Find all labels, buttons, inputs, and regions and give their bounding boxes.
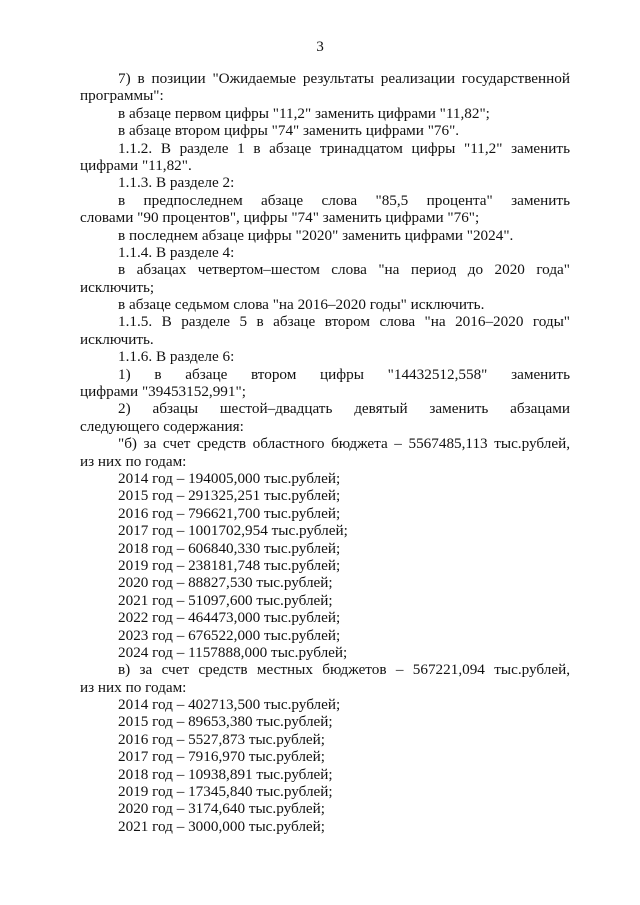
text-line: 2017 год – 7916,970 тыс.рублей;	[118, 748, 326, 766]
text-line: из них по годам:	[80, 678, 187, 696]
text-line: 2015 год – 89653,380 тыс.рублей;	[118, 713, 333, 731]
text-line: 1.1.5. В разделе 5 в абзаце втором слова "на 2016–2020 годы"	[118, 313, 570, 331]
text-line: из них по годам:	[80, 452, 187, 470]
text-line: 7) в позиции "Ожидаемые результаты реализации государственной	[118, 70, 570, 87]
text-line: 2023 год – 676522,000 тыс.рублей;	[118, 626, 341, 644]
text-line: 1.1.2. В разделе 1 в абзаце тринадцатом цифры "11,2" заменить	[118, 139, 570, 157]
text-line: в последнем абзаце цифры "2020" заменить цифрами "2024".	[118, 226, 514, 244]
text-line: 1.1.4. В разделе 4:	[118, 243, 235, 261]
text-line: 2014 год – 194005,000 тыс.рублей;	[118, 469, 341, 487]
text-line: 2022 год – 464473,000 тыс.рублей;	[118, 609, 341, 627]
text-line: в абзацах четвертом–шестом слова "на период до 2020 года"	[118, 261, 570, 279]
text-line: цифрами "39453152,991";	[80, 383, 246, 401]
text-line: 1.1.3. В разделе 2:	[118, 174, 235, 192]
text-line: 2014 год – 402713,500 тыс.рублей;	[118, 696, 341, 714]
text-line: 2018 год – 606840,330 тыс.рублей;	[118, 539, 341, 557]
text-line: 2021 год – 3000,000 тыс.рублей;	[118, 817, 326, 835]
text-line: исключить;	[80, 278, 155, 296]
text-line: 1) в абзаце втором цифры "14432512,558" заменить	[118, 365, 570, 383]
text-line: следующего содержания:	[80, 417, 244, 435]
text-line: в предпоследнем абзаце слова "85,5 процента" заменить	[118, 191, 570, 209]
text-line: цифрами "11,82".	[80, 156, 192, 174]
text-line: в) за счет средств местных бюджетов – 567221,094 тыс.рублей,	[118, 661, 570, 679]
text-line: 2018 год – 10938,891 тыс.рублей;	[118, 765, 333, 783]
text-line: в абзаце первом цифры "11,2" заменить цифрами "11,82";	[118, 104, 490, 122]
text-line: 2015 год – 291325,251 тыс.рублей;	[118, 487, 341, 505]
text-line: 2020 год – 88827,530 тыс.рублей;	[118, 574, 333, 592]
text-line: в абзаце седьмом слова "на 2016–2020 годы" исключить.	[118, 296, 485, 314]
document-body	[0, 70, 640, 835]
text-line: 2) абзацы шестой–двадцать девятый заменить абзацами	[118, 400, 570, 418]
text-line: 2019 год – 17345,840 тыс.рублей;	[118, 783, 333, 801]
text-line: "б) за счет средств областного бюджета – 5567485,113 тыс.рублей,	[118, 435, 570, 453]
text-line: 2016 год – 5527,873 тыс.рублей;	[118, 730, 326, 748]
text-line: 2024 год – 1157888,000 тыс.рублей;	[118, 643, 348, 661]
text-line: 2017 год – 1001702,954 тыс.рублей;	[118, 522, 348, 540]
text-line: 2020 год – 3174,640 тыс.рублей;	[118, 800, 326, 818]
text-line: 2021 год – 51097,600 тыс.рублей;	[118, 591, 333, 609]
text-line: словами "90 процентов", цифры "74" заменить цифрами "76";	[80, 209, 480, 227]
text-line: 2016 год – 796621,700 тыс.рублей;	[118, 504, 341, 522]
text-line: программы":	[80, 87, 164, 105]
text-line: 1.1.6. В разделе 6:	[118, 348, 235, 366]
text-line: исключить.	[80, 330, 154, 348]
text-line: 2019 год – 238181,748 тыс.рублей;	[118, 556, 341, 574]
text-line: в абзаце втором цифры "74" заменить цифрами "76".	[118, 122, 460, 140]
page-number: 3	[316, 38, 324, 55]
